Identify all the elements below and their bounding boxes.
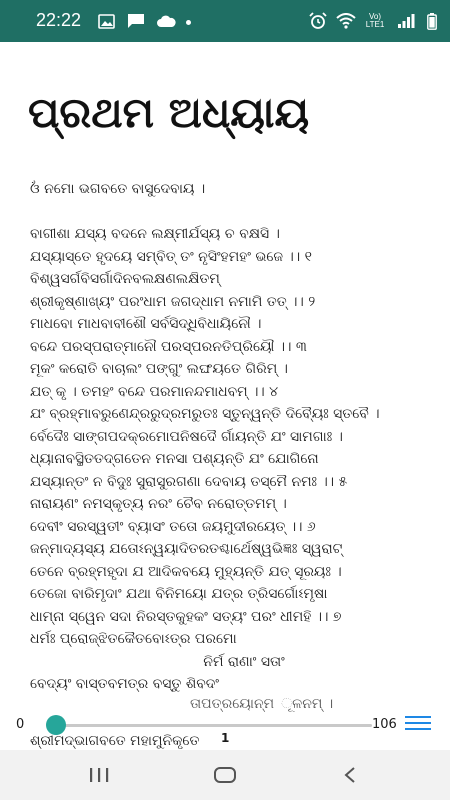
slider-thumb[interactable] (46, 715, 66, 735)
verse-list (30, 178, 430, 696)
verse-line: ଧ୍ୟାନାବସ୍ଥିତତଦ୍ଗତେନ ମନସା ପଶ୍ୟନ୍ତି ଯଂ ଯୋଗିନୋ (30, 451, 319, 467)
volte-label-bottom: LTE1 (365, 20, 385, 29)
verse-line: ତେଜୋ ବାରିମୃଦାଂ ଯଥା ବିନିମୟୋ ଯତ୍ର ତ୍ରିସର୍ଗୋଽମୃଷା (30, 586, 328, 602)
chapter-title: ପ୍ରଥମ ଅଧ୍ୟାୟ (28, 88, 310, 137)
verse-line: ବନ୍ଦେ ପରସ୍ପରାତ୍ମାନୌ ପରସ୍ପରନତିପ୍ରିୟୌ ।। ୩ (30, 338, 307, 355)
verse-line: ଯସ୍ୟାନ୍ତଂ ନ ବିଦୁଃ ସୁରାସୁରଗଣା ଦେବାୟ ତସ୍ମୈ ନମଃ ।। ୫ (30, 473, 348, 490)
verse-line: ମୂକଂ କରୋତି ବାଚାଲଂ ପଙ୍ଗୁଂ ଲଙ୍ଘୟତେ ଗିରିମ୍ । (30, 361, 288, 377)
verse-line: ର୍ବେଦୈଃ ସାଙ୍ଗପଦକ୍ରମୋପନିଷଦୈ ର୍ଗାୟନ୍ତି ଯଂ ସାମଗାଃ । (30, 428, 343, 445)
verse-line: ବେଦ୍ୟଂ ବାସ୍ତବମତ୍ର ବସ୍ତୁ ଶିବଦଂ (30, 676, 220, 692)
alarm-icon (308, 11, 328, 31)
recents-button[interactable] (86, 764, 112, 786)
notification-icons (96, 11, 191, 31)
volte-label-top: Vo) (368, 12, 381, 21)
verse-line: ଦେବୀଂ ସରସ୍ୱତୀଂ ବ୍ୟାସଂ ତତୋ ଜୟମୁଦୀରୟେତ୍ ।। ୬ (30, 518, 316, 535)
verse-line: ଜନ୍ମାଦ୍ୟସ୍ୟ ଯତୋଽନ୍ୱୟାଦିତରତଶ୍ଚାର୍ଥେଷ୍ୱଭିଜ୍ଞଃ ସ୍ୱରାଟ୍ (30, 541, 343, 557)
verse-line-bottom: ଶ୍ରୀମଦ୍ଭାଗବତେ ମହାମୁନିକୃତେ (30, 733, 200, 749)
verse-line: ମାଧବୋ ମାଧବାବୀଶୌ ସର୍ବସିଦ୍ଧିବିଧାୟିନୌ । (30, 316, 262, 332)
verse-line: ନିର୍ମ ରାଣାଂ ସତାଂ (203, 653, 285, 670)
back-icon (343, 766, 357, 784)
volte-icon (364, 11, 386, 31)
verse-line: ବିଶ୍ୱସର୍ଗବିସର୍ଗାଦିନବଲକ୍ଷଣଲକ୍ଷିତମ୍ (30, 271, 220, 287)
verse-line: ଯତ୍ କୃ । ତମହଂ ବନ୍ଦେ ପରମାନନ୍ଦମାଧବମ୍ ।। ୪ (30, 383, 279, 400)
image-icon (96, 11, 116, 31)
signal-icon (394, 11, 418, 31)
home-icon (213, 766, 237, 784)
reader-content[interactable] (0, 42, 450, 710)
slider-current-page: 1 (221, 731, 230, 745)
recents-icon (88, 766, 110, 784)
slider-max-label: 106 (372, 717, 397, 732)
verse-line: ଧାମ୍ନା ସ୍ୱେନ ସଦା ନିରସ୍ତକୁହକଂ ସତ୍ୟଂ ପରଂ ଧୀମହି ।। ୭ (30, 608, 342, 625)
home-button[interactable] (212, 764, 238, 786)
verse-line-peek: ତାପତ୍ରୟୋନ୍ମ ୂଳନମ୍ । (190, 696, 334, 712)
message-icon (126, 11, 146, 31)
verse-line: ଓଁ ନମୋ ଭଗବତେ ବାସୁଦେବାୟ । (30, 181, 206, 197)
battery-icon (426, 11, 438, 31)
menu-button[interactable] (405, 716, 433, 736)
verse-line: ଧର୍ମଃ ପ୍ରୋଜ୍ଝିତକୈତବୋଽତ୍ର ପରମୋ (30, 631, 237, 647)
verse-line: ଶ୍ରୀକୃଷ୍ଣାଖ୍ୟଂ ପରଂଧାମ ଜଗଦ୍ଧାମ ନମାମି ତତ୍ ।। ୨ (30, 293, 316, 310)
navigation-bar (0, 750, 450, 800)
back-button[interactable] (340, 764, 360, 786)
slider-min-label: 0 (16, 717, 25, 732)
status-time: 22:22 (36, 10, 82, 30)
dot-icon (186, 20, 191, 25)
verse-line (30, 201, 430, 224)
verse-line: ଯସ୍ୟାସ୍ତେ ହୃଦୟେ ସମ୍ବିତ୍ ତଂ ନୃସିଂହମହଂ ଭଜେ ।। ୧ (30, 248, 312, 265)
verse-line: ବାଗୀଶା ଯସ୍ୟ ବଦନେ ଲକ୍ଷ୍ମୀର୍ଯସ୍ୟ ଚ ବକ୍ଷସି । (30, 226, 280, 242)
hamburger-menu-icon (405, 716, 431, 718)
slider-track[interactable] (48, 724, 372, 727)
wifi-icon (336, 11, 356, 31)
cloud-icon (156, 11, 176, 31)
verse-line: ନାରାୟଣଂ ନମସ୍କୃତ୍ୟ ନରଂ ଚୈବ ନରୋତ୍ତମମ୍ । (30, 496, 287, 512)
hamburger-menu-icon-bar (405, 728, 431, 730)
status-bar (0, 0, 450, 42)
hamburger-menu-icon-bar (405, 722, 431, 724)
verse-line: ଯଂ ବ୍ରହ୍ମାବରୁଣେନ୍ଦ୍ରରୁଦ୍ରମରୁତଃ ସ୍ତୁନ୍ୱନ୍ତି ଦିବ୍ୟୈଃ ସ୍ତବୈ । (30, 406, 380, 422)
verse-line: ତେନେ ବ୍ରହ୍ମହୃଦା ଯ ଆଦିକବୟେ ମୁହ୍ୟନ୍ତି ଯତ୍ ସୂରୟଃ । (30, 563, 342, 580)
system-icons (308, 11, 438, 31)
